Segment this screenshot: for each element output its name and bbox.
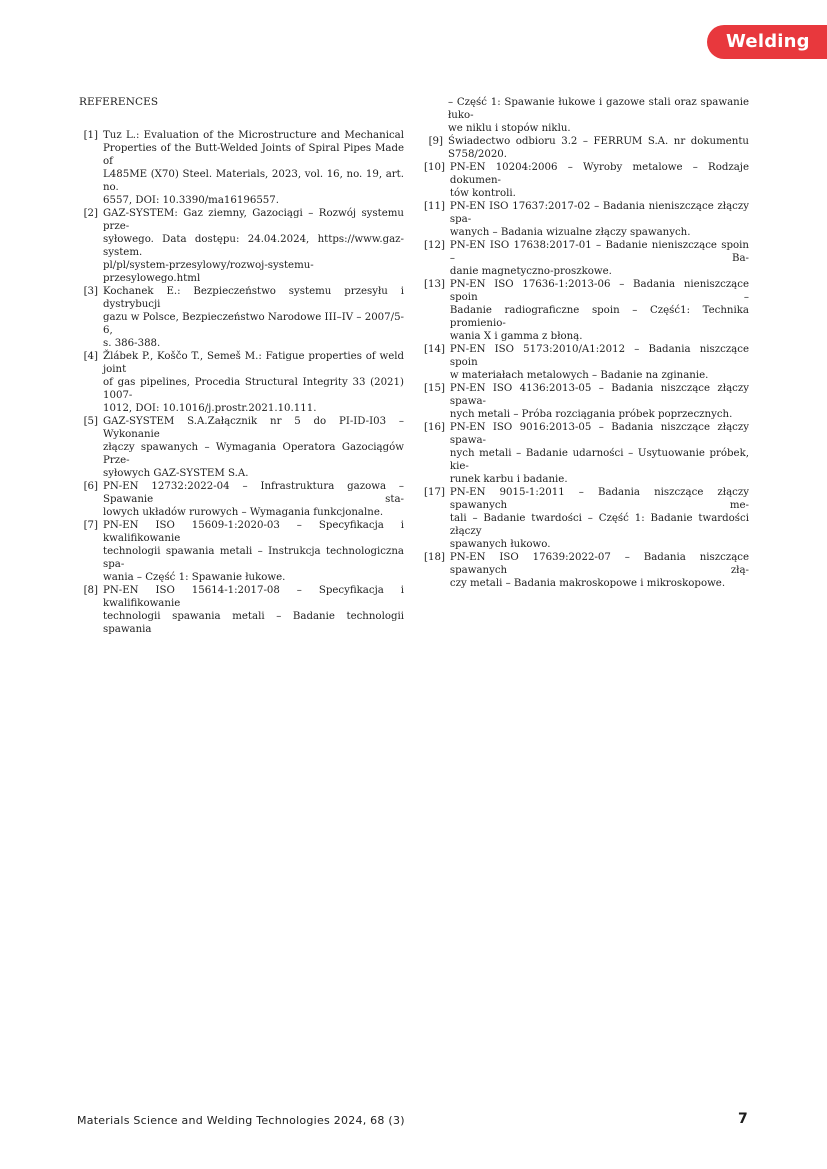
reference-line: runek karbu i badanie. bbox=[449, 474, 568, 485]
reference-item bbox=[424, 382, 749, 421]
reference-line: Badanie radiograficzne spoin – Część1: Technika promienio- bbox=[449, 305, 749, 329]
reference-line: we niklu i stopów niklu. bbox=[448, 123, 571, 134]
reference-line: PN-EN ISO 17636-1:2013-06 – Badania nieniszczące spoin – bbox=[449, 279, 749, 303]
reference-line: syłowych GAZ-SYSTEM S.A. bbox=[103, 468, 249, 479]
reference-line: technologii spawania metali – Instrukcja technologiczna spa- bbox=[103, 546, 404, 570]
reference-number: [14] bbox=[424, 344, 445, 355]
reference-text bbox=[450, 551, 749, 590]
reference-text bbox=[450, 382, 749, 421]
reference-line: of gas pipelines, Procedia Structural Integrity 33 (2021) 1007- bbox=[103, 377, 404, 401]
reference-line: PN-EN ISO 15614-1:2017-08 – Specyfikacja i kwalifikowanie bbox=[103, 585, 404, 609]
reference-line: nych metali – Badanie udarności – Usytuowanie próbek, kie- bbox=[449, 448, 749, 472]
reference-line: Świadectwo odbioru 3.2 – FERRUM S.A. nr dokumentu bbox=[448, 136, 749, 147]
reference-line: wanych – Badania wizualne złączy spawanych. bbox=[449, 227, 691, 238]
page-number: 7 bbox=[738, 1111, 748, 1127]
reference-line: – Część 1: Spawanie łukowe i gazowe stali oraz spawanie łuko- bbox=[448, 97, 749, 121]
reference-line: gazu w Polsce, Bezpieczeństwo Narodowe III–IV – 2007/5-6, bbox=[103, 312, 404, 336]
reference-text bbox=[103, 415, 404, 480]
reference-number: [1] bbox=[83, 130, 98, 141]
reference-item bbox=[424, 486, 749, 551]
reference-text bbox=[450, 239, 749, 278]
reference-item bbox=[424, 200, 749, 239]
reference-number: [13] bbox=[424, 279, 445, 290]
reference-line: PN-EN 12732:2022-04 – Infrastruktura gazowa – Spawanie sta- bbox=[103, 481, 404, 505]
reference-line: tali – Badanie twardości – Część 1: Badanie twardości złączy bbox=[449, 513, 749, 537]
reference-number: [9] bbox=[428, 136, 443, 147]
reference-line: PN-EN ISO 4136:2013-05 – Badania niszczące złączy spawa- bbox=[449, 383, 749, 407]
reference-number: [8] bbox=[83, 585, 98, 596]
reference-line: GAZ-SYSTEM S.A.Załącznik nr 5 do PI-ID-I03 – Wykonanie bbox=[103, 416, 404, 440]
reference-line: danie magnetyczno-proszkowe. bbox=[449, 266, 612, 277]
reference-text bbox=[103, 584, 404, 636]
reference-line: złączy spawanych – Wymagania Operatora Gazociągów Prze- bbox=[103, 442, 404, 466]
reference-line: PN-EN 10204:2006 – Wyroby metalowe – Rodzaje dokumen- bbox=[449, 162, 749, 186]
references-left-column bbox=[79, 129, 404, 636]
reference-item bbox=[79, 519, 404, 584]
reference-line: PN-EN ISO 9016:2013-05 – Badania niszczące złączy spawa- bbox=[449, 422, 749, 446]
reference-number: [7] bbox=[83, 520, 98, 531]
reference-line: 6557, DOI: 10.3390/ma16196557. bbox=[103, 195, 280, 206]
reference-item bbox=[424, 135, 749, 161]
reference-line: technologii spawania metali – Badanie technologii spawania bbox=[103, 611, 404, 635]
reference-number: [17] bbox=[424, 487, 445, 498]
references-right-column bbox=[424, 96, 749, 590]
reference-line: wania X i gamma z błoną. bbox=[449, 331, 583, 342]
reference-number: [11] bbox=[424, 201, 445, 212]
reference-number: [15] bbox=[424, 383, 445, 394]
reference-line: pl/pl/system-przesylowy/rozwoj-systemu-przesylowego.html bbox=[103, 260, 314, 284]
reference-number: [5] bbox=[83, 416, 98, 427]
reference-line: Tuz L.: Evaluation of the Microstructure and Mechanical bbox=[103, 130, 404, 141]
reference-item bbox=[424, 551, 749, 590]
reference-text bbox=[450, 421, 749, 486]
reference-line: L485ME (X70) Steel. Materials, 2023, vol. 16, no. 19, art. no. bbox=[103, 169, 404, 193]
reference-text bbox=[450, 278, 749, 343]
reference-line: wania – Część 1: Spawanie łukowe. bbox=[103, 572, 286, 583]
reference-text bbox=[450, 343, 749, 382]
reference-line: syłowego. Data dostępu: 24.04.2024, https://www.gaz-system. bbox=[103, 234, 404, 258]
references-heading: REFERENCES bbox=[79, 96, 159, 108]
reference-item bbox=[424, 161, 749, 200]
reference-number: [2] bbox=[83, 208, 98, 219]
reference-line: PN-EN ISO 5173:2010/A1:2012 – Badania niszczące spoin bbox=[449, 344, 749, 368]
reference-number: [12] bbox=[424, 240, 445, 251]
reference-text bbox=[450, 161, 749, 200]
reference-line: Kochanek E.: Bezpieczeństwo systemu przesyłu i dystrybucji bbox=[103, 286, 404, 310]
reference-line: czy metali – Badania makroskopowe i mikroskopowe. bbox=[449, 578, 726, 589]
reference-text bbox=[103, 129, 404, 207]
reference-number: [16] bbox=[424, 422, 445, 433]
reference-text bbox=[448, 135, 749, 161]
reference-item bbox=[424, 239, 749, 278]
reference-number: [3] bbox=[83, 286, 98, 297]
reference-number: [6] bbox=[83, 481, 98, 492]
reference-item bbox=[79, 129, 404, 207]
reference-line: PN-EN ISO 17638:2017-01 – Badanie nieniszczące spoin – Ba- bbox=[449, 240, 749, 264]
reference-item bbox=[79, 207, 404, 285]
reference-text bbox=[103, 350, 404, 415]
reference-line: Žlábek P., Koščo T., Semeš M.: Fatigue properties of weld joint bbox=[103, 351, 404, 375]
reference-continuation bbox=[424, 96, 749, 135]
reference-item bbox=[79, 285, 404, 350]
reference-line: PN-EN ISO 17637:2017-02 – Badania nieniszczące złączy spa- bbox=[449, 201, 749, 225]
section-tab: Welding bbox=[707, 25, 827, 59]
reference-line: tów kontroli. bbox=[449, 188, 516, 199]
reference-line: 1012, DOI: 10.1016/j.prostr.2021.10.111. bbox=[103, 403, 317, 414]
reference-text bbox=[450, 200, 749, 239]
reference-line: spawanych łukowo. bbox=[449, 539, 551, 550]
reference-item bbox=[79, 350, 404, 415]
reference-text bbox=[103, 519, 404, 584]
reference-item bbox=[424, 278, 749, 343]
reference-item bbox=[424, 343, 749, 382]
reference-line: PN-EN ISO 17639:2022-07 – Badania niszczące spawanych złą- bbox=[449, 552, 749, 576]
reference-line: PN-EN ISO 15609-1:2020-03 – Specyfikacja i kwalifikowanie bbox=[103, 520, 404, 544]
reference-item bbox=[424, 421, 749, 486]
reference-line: Properties of the Butt-Welded Joints of Spiral Pipes Made of bbox=[103, 143, 404, 167]
reference-line: PN-EN 9015-1:2011 – Badania niszczące złączy spawanych me- bbox=[449, 487, 749, 511]
reference-number: [10] bbox=[424, 162, 445, 173]
reference-item bbox=[79, 584, 404, 636]
reference-line: lowych układów rurowych – Wymagania funkcjonalne. bbox=[103, 507, 384, 518]
reference-line: s. 386-388. bbox=[103, 338, 161, 349]
reference-line: S758/2020. bbox=[448, 149, 508, 160]
reference-text bbox=[103, 480, 404, 519]
reference-number: [18] bbox=[424, 552, 445, 563]
reference-line: GAZ-SYSTEM: Gaz ziemny, Gazociągi – Rozwój systemu prze- bbox=[103, 208, 404, 232]
reference-text bbox=[103, 207, 404, 285]
reference-text bbox=[103, 285, 404, 350]
reference-number: [4] bbox=[83, 351, 98, 362]
reference-line: w materiałach metalowych – Badanie na zginanie. bbox=[449, 370, 709, 381]
journal-footer: Materials Science and Welding Technologies 2024, 68 (3) bbox=[77, 1114, 405, 1127]
reference-line: nych metali – Próba rozciągania próbek poprzecznych. bbox=[449, 409, 733, 420]
reference-item bbox=[79, 415, 404, 480]
reference-item bbox=[79, 480, 404, 519]
reference-text bbox=[450, 486, 749, 551]
